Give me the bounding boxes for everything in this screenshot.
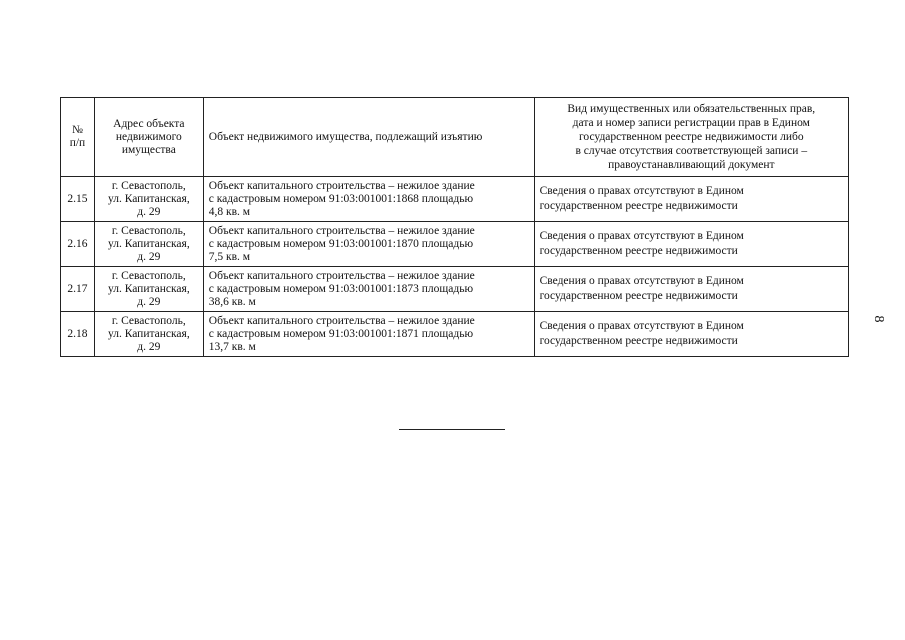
row-object-cell: Объект капитального строительства – нежилое здание с кадастровым номером 91:03:001001:1873 площадью 38,6 кв. м (203, 267, 534, 312)
table-row (61, 222, 849, 267)
end-separator-line (399, 429, 505, 430)
row-address-cell: г. Севастополь, ул. Капитанская, д. 29 (94, 222, 203, 267)
page-number: 8 (871, 315, 886, 323)
row-rights-cell: Сведения о правах отсутствуют в Едином государственном реестре недвижимости (534, 222, 848, 267)
row-rights-cell: Сведения о правах отсутствуют в Едином государственном реестре недвижимости (534, 312, 848, 357)
table-row (61, 312, 849, 357)
row-rights-cell: Сведения о правах отсутствуют в Едином государственном реестре недвижимости (534, 177, 848, 222)
row-object-cell: Объект капитального строительства – нежилое здание с кадастровым номером 91:03:001001:1870 площадью 7,5 кв. м (203, 222, 534, 267)
row-address-cell: г. Севастополь, ул. Капитанская, д. 29 (94, 312, 203, 357)
row-number-cell: 2.16 (61, 222, 95, 267)
row-object-cell: Объект капитального строительства – нежилое здание с кадастровым номером 91:03:001001:1868 площадью 4,8 кв. м (203, 177, 534, 222)
table-header-row (61, 98, 849, 177)
header-number: № п/п (61, 98, 95, 177)
table-row (61, 267, 849, 312)
row-object-cell: Объект капитального строительства – нежилое здание с кадастровым номером 91:03:001001:1871 площадью 13,7 кв. м (203, 312, 534, 357)
header-address: Адрес объекта недвижимого имущества (94, 98, 203, 177)
row-number-cell: 2.17 (61, 267, 95, 312)
row-rights-cell: Сведения о правах отсутствуют в Едином государственном реестре недвижимости (534, 267, 848, 312)
table-row (61, 177, 849, 222)
row-number-cell: 2.15 (61, 177, 95, 222)
header-rights: Вид имущественных или обязательственных прав, дата и номер записи регистрации прав в Едином государственном реестре недвижимости либо в случае отсутствия соответствующей записи – правоустанавливающий документ (534, 98, 848, 177)
row-number-cell: 2.18 (61, 312, 95, 357)
property-seizure-table (60, 97, 849, 357)
row-address-cell: г. Севастополь, ул. Капитанская, д. 29 (94, 267, 203, 312)
row-address-cell: г. Севастополь, ул. Капитанская, д. 29 (94, 177, 203, 222)
header-object: Объект недвижимого имущества, подлежащий изъятию (203, 98, 534, 177)
